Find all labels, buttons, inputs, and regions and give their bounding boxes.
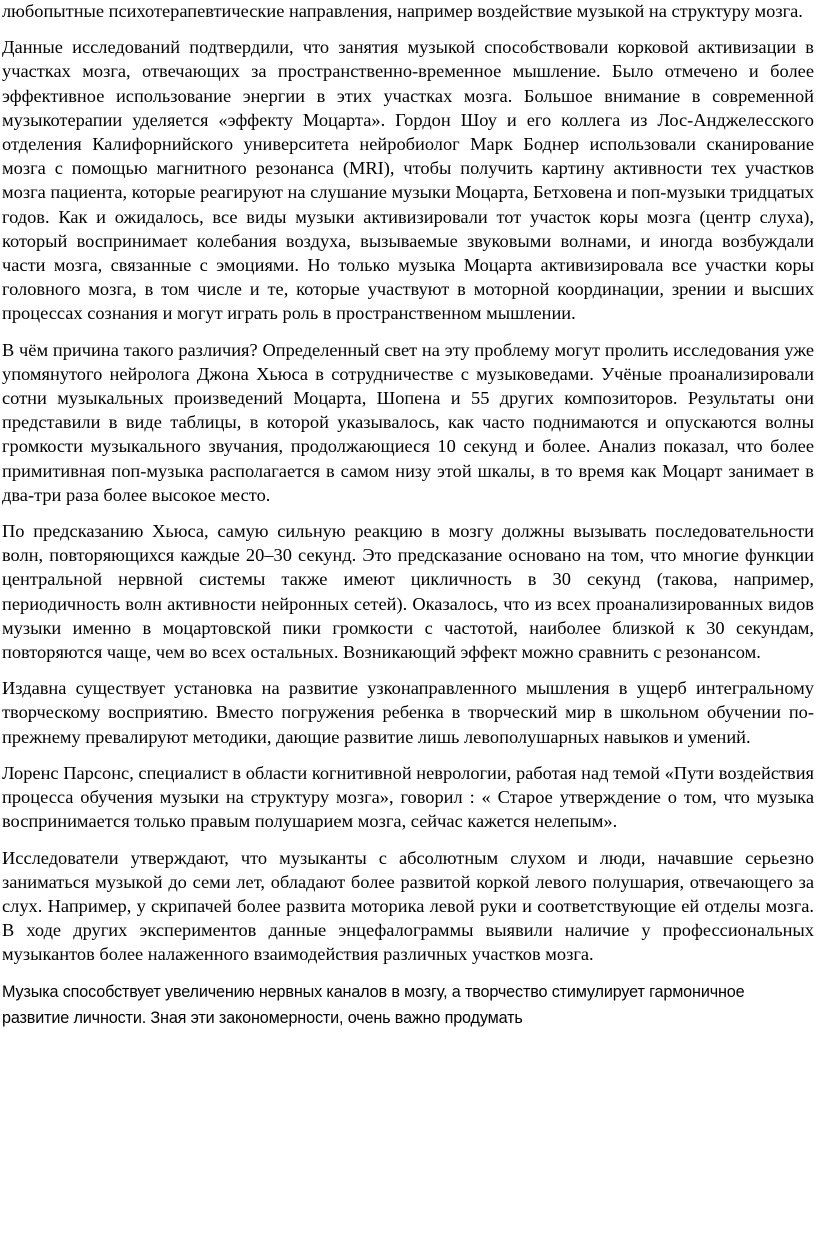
paragraph-narrow-thinking: Издавна существует установка на развитие узконаправленного мышления в ущерб интегральному творческому восприятию. Вместо погружения ребенка в творческий мир в школьном обучении по-прежнему превалируют методики, дающие развитие лишь левополушарных навыков и умений. xyxy=(2,678,814,747)
paragraph-music-therapy-intro: любопытные психотерапевтические направления, например воздействие музыкой на структуру мозга. xyxy=(2,1,803,21)
paragraph-musicians-brain: Исследователи утверждают, что музыканты с абсолютным слухом и люди, начавшие серьезно заниматься музыкой до семи лет, обладают более развитой коркой левого полушария, отвечающего за слух. Например, у скрипачей более развита моторика левой руки и соответствующие ей отделы мозга. В ходе других экспериментов данные энцефалограммы выявили наличие у профессиональных музыкантов более налаженного взаимодействия различных участков мозга. xyxy=(2,847,814,965)
paragraph-closing: Музыка способствует увеличению нервных каналов в мозгу, а творчество стимулирует гармоничное развитие личности. Зная эти закономерности, очень важно продумать xyxy=(2,982,745,1027)
paragraph-mozart-effect: Данные исследований подтвердили, что занятия музыкой способствовали корковой активизации в участках мозга, отвечающих за пространственно-временное мышление. Было отмечено и более эффективное использование энергии в этих участках мозга. Большое внимание в современной музыкотерапии уделяется «эффекту Моцарта». Гордон Шоу и его коллега из Лос-Анджелесского отделения Калифорнийского университета нейробиолог Марк Боднер использовали сканирование мозга с помощью магнитного резонанса (MRI), чтобы получить картину активности тех участков мозга пациента, которые реагируют на слушание музыки Моцарта, Бетховена и поп-музыки тридцатых годов. Как и ожидалось, все виды музыки активизировали тот участок коры мозга (центр слуха), который воспринимает колебания воздуха, вызываемые звуковыми волнами, и иногда возбуждали части мозга, связанные с эмоциями. Но только музыка Моцарта активизировала все участки коры головного мозга, в том числе и те, которые участвуют в моторной координации, зрении и высших процессах сознания и могут играть роль в пространственном мышлении. xyxy=(2,37,814,324)
paragraph-parsons-quote: Лоренс Парсонс, специалист в области когнитивной неврологии, работая над темой «Пути воздействия процесса обучения музыки на структуру мозга», говорил : « Старое утверждение о том, что музыка воспринимается только правым полушарием мозга, сейчас кажется нелепым». xyxy=(2,762,814,832)
paragraph-hughes-research: В чём причина такого различия? Определенный свет на эту проблему могут пролить исследования уже упомянутого нейролога Джона Хьюса в сотрудничестве с музыковедами. Учёные проанализировали сотни музыкальных произведений Моцарта, Шопена и 55 других композиторов. Результаты они представили в виде таблицы, в которой указывалось, как часто поднимаются и опускаются волны громкости музыкального звучания, продолжающиеся 10 секунд и более. Анализ показал, что более примитивная поп-музыка располагается в самом низу этой шкалы, в то время как Моцарт занимает в два-три раза более высокое место. xyxy=(2,339,814,505)
paragraph-hughes-prediction: По предсказанию Хьюса, самую сильную реакцию в мозгу должны вызывать последовательности волн, повторяющихся каждые 20–30 секунд. Это предсказание основано на том, что многие функции центральной нервной системы также имеют цикличность в 30 секунд (такова, например, периодичность волн активности нейронных сетей). Оказалось, что из всех проанализированных видов музыки именно в моцартовской пики громкости с частотой, наиболее близкой к 30 секундам, повторяются чаще, чем во всех остальных. Возникающий эффект можно сравнить с резонансом. xyxy=(2,521,814,663)
